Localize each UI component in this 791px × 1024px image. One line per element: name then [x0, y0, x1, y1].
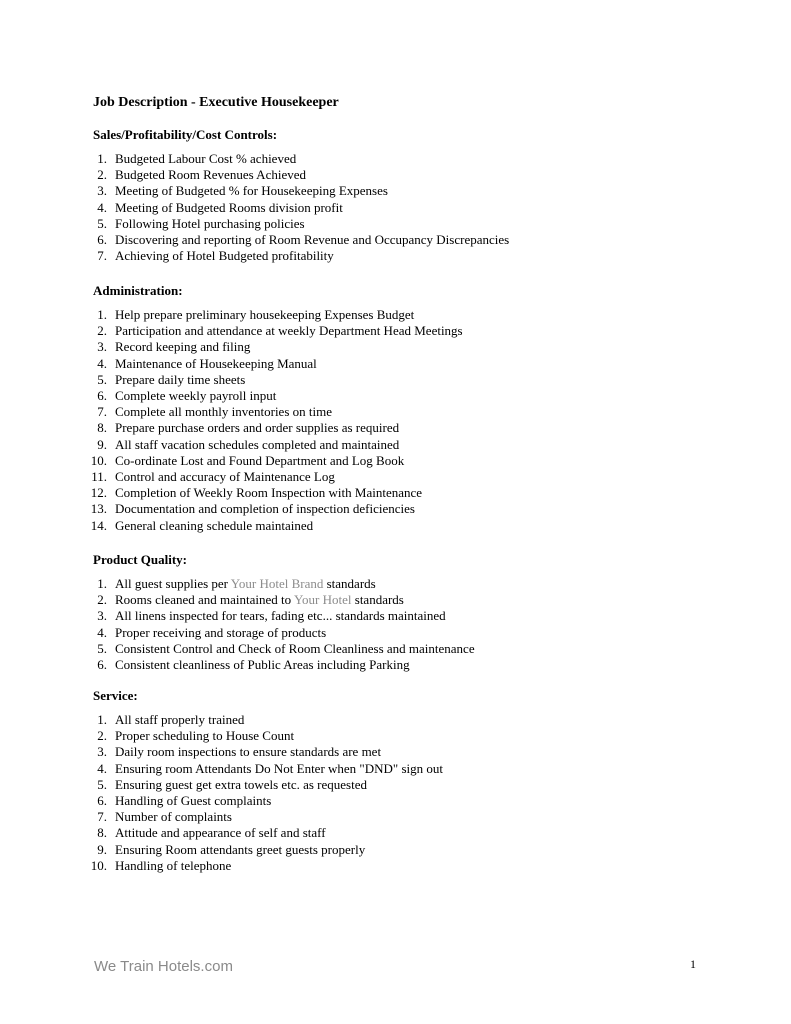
list-item: 10. Co-ordinate Lost and Found Department and Log Book — [90, 452, 405, 468]
list-item: 7. Achieving of Hotel Budgeted profitability — [97, 248, 334, 264]
list-item: 9. Ensuring Room attendants greet guests properly — [97, 841, 366, 857]
list-item: 12. Completion of Weekly Room Inspection with Maintenance — [90, 485, 423, 501]
list-item: 2. Rooms cleaned and maintained to Your Hotel standards — [97, 592, 404, 608]
section-sales-profitability — [93, 127, 713, 264]
list-item: 1. All staff properly trained — [97, 712, 245, 727]
item-list — [93, 151, 713, 264]
section-service — [90, 688, 713, 874]
item-list — [90, 712, 713, 874]
list-item: 10. Handling of telephone — [90, 857, 232, 873]
item-list — [90, 307, 713, 534]
list-item: 8. Prepare purchase orders and order supplies as required — [97, 420, 400, 436]
list-item: 3. Record keeping and filing — [97, 339, 251, 355]
list-item: 7. Number of complaints — [97, 809, 232, 825]
hotel-name-placeholder: Your Hotel — [293, 592, 352, 608]
list-item: 4. Ensuring room Attendants Do Not Enter when "DND" sign out — [97, 760, 443, 776]
page-number: 1 — [690, 957, 696, 971]
list-item: 1. Help prepare preliminary housekeeping Expenses Budget — [97, 307, 415, 322]
list-item: 2. Participation and attendance at weekly Department Head Meetings — [97, 323, 463, 339]
hotel-brand-placeholder: Your Hotel Brand — [230, 576, 324, 591]
section-administration — [90, 283, 713, 534]
document-title: Job Description - Executive Housekeeper — [93, 95, 339, 110]
list-item: 3. Daily room inspections to ensure standards are met — [97, 744, 382, 760]
section-heading: Administration: — [93, 283, 183, 298]
list-item: 4. Meeting of Budgeted Rooms division profit — [97, 199, 343, 215]
list-item: 6. Discovering and reporting of Room Revenue and Occupancy Discrepancies — [97, 232, 510, 248]
list-item: 5. Consistent Control and Check of Room Cleanliness and maintenance — [97, 640, 475, 656]
footer-logo: We Train Hotels.com — [94, 958, 233, 975]
list-item: 4. Proper receiving and storage of products — [97, 624, 327, 640]
list-item: 1. Budgeted Labour Cost % achieved — [97, 151, 297, 166]
list-item: 2. Proper scheduling to House Count — [97, 728, 295, 744]
section-heading: Service: — [93, 688, 138, 703]
section-product-quality — [93, 552, 713, 673]
list-item: 4. Maintenance of Housekeeping Manual — [97, 355, 317, 371]
list-item: 5. Prepare daily time sheets — [97, 371, 246, 387]
list-item: 7. Complete all monthly inventories on time — [97, 404, 332, 420]
list-item: 11. Control and accuracy of Maintenance Log — [91, 469, 335, 485]
list-item: 6. Complete weekly payroll input — [97, 388, 277, 404]
list-item: 8. Attitude and appearance of self and staff — [97, 825, 326, 841]
list-item: 13. Documentation and completion of inspection deficiencies — [90, 501, 415, 517]
section-heading: Product Quality: — [93, 552, 188, 567]
list-item: 9. All staff vacation schedules completed and maintained — [97, 436, 400, 452]
section-heading: Sales/Profitability/Cost Controls: — [93, 127, 278, 142]
list-item: 5. Ensuring guest get extra towels etc. as requested — [97, 776, 367, 792]
list-item: 5. Following Hotel purchasing policies — [97, 215, 305, 231]
list-item: 1. All guest supplies per Your Hotel Brand standards — [97, 576, 376, 591]
list-item: 3. Meeting of Budgeted % for Housekeeping Expenses — [97, 183, 388, 199]
list-item: 3. All linens inspected for tears, fading etc... standards maintained — [97, 608, 446, 624]
list-item: 14. General cleaning schedule maintained — [90, 517, 314, 533]
list-item: 6. Handling of Guest complaints — [97, 793, 272, 809]
item-list — [93, 576, 713, 673]
list-item: 6. Consistent cleanliness of Public Areas including Parking — [97, 657, 410, 673]
list-item: 2. Budgeted Room Revenues Achieved — [97, 167, 306, 183]
